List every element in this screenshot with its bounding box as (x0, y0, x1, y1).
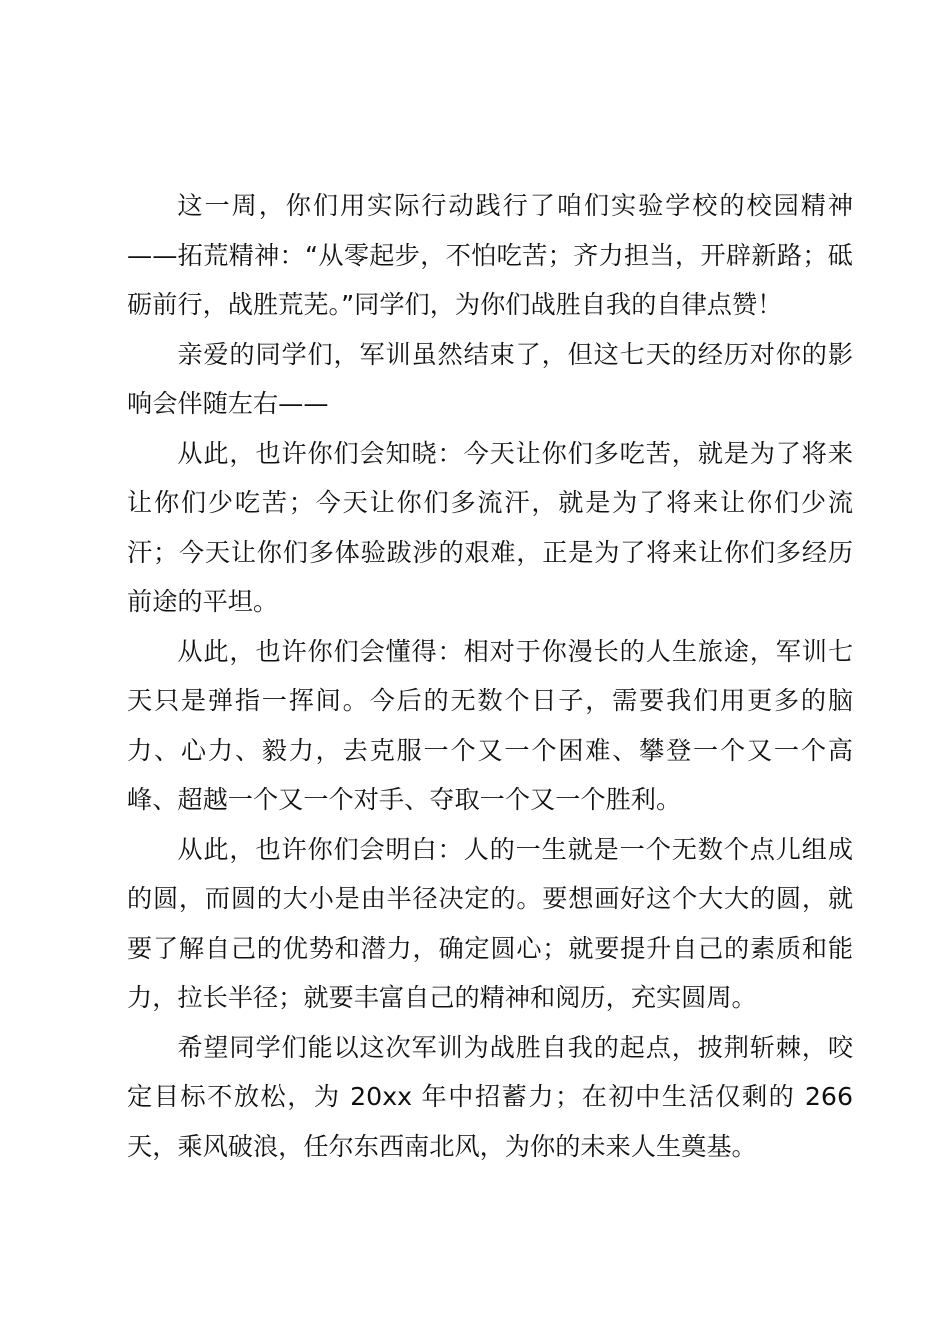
paragraph-1: 这一周，你们用实际行动践行了咱们实验学校的校园精神——拓荒精神：“从零起步，不怕吃苦；齐力担当，开辟新路；砥砺前行，战胜荒芜。”同学们，为你们战胜自我的自律点赞！ (127, 191, 853, 319)
paragraph-5: 从此，也许你们会明白：人的一生就是一个无数个点儿组成的圆，而圆的大小是由半径决定的。要想画好这个大大的圆，就要了解自己的优势和潜力，确定圆心；就要提升自己的素质和能力，拉长半径；就要丰富自己的精神和阅历，充实圆周。 (127, 834, 853, 1012)
paragraph-2: 亲爱的同学们，军训虽然结束了，但这七天的经历对你的影响会伴随左右—— (127, 339, 853, 418)
document-page (127, 181, 853, 1171)
paragraph-4: 从此，也许你们会懂得：相对于你漫长的人生旅途，军训七天只是弹指一挥间。今后的无数个日子，需要我们用更多的脑力、心力、毅力，去克服一个又一个困难、攀登一个又一个高峰、超越一个又一个对手、夺取一个又一个胜利。 (127, 636, 853, 814)
paragraph-3: 从此，也许你们会知晓：今天让你们多吃苦，就是为了将来让你们少吃苦；今天让你们多流汗，就是为了将来让你们少流汗；今天让你们多体验跋涉的艰难，正是为了将来让你们多经历前途的平坦。 (127, 438, 853, 616)
paragraph-6: 希望同学们能以这次军训为战胜自我的起点，披荆斩棘，咬定目标不放松，为 20xx 年中招蓄力；在初中生活仅剩的 266 天，乘风破浪，任尔东西南北风，为你的未来人生奠基。 (127, 1032, 853, 1161)
